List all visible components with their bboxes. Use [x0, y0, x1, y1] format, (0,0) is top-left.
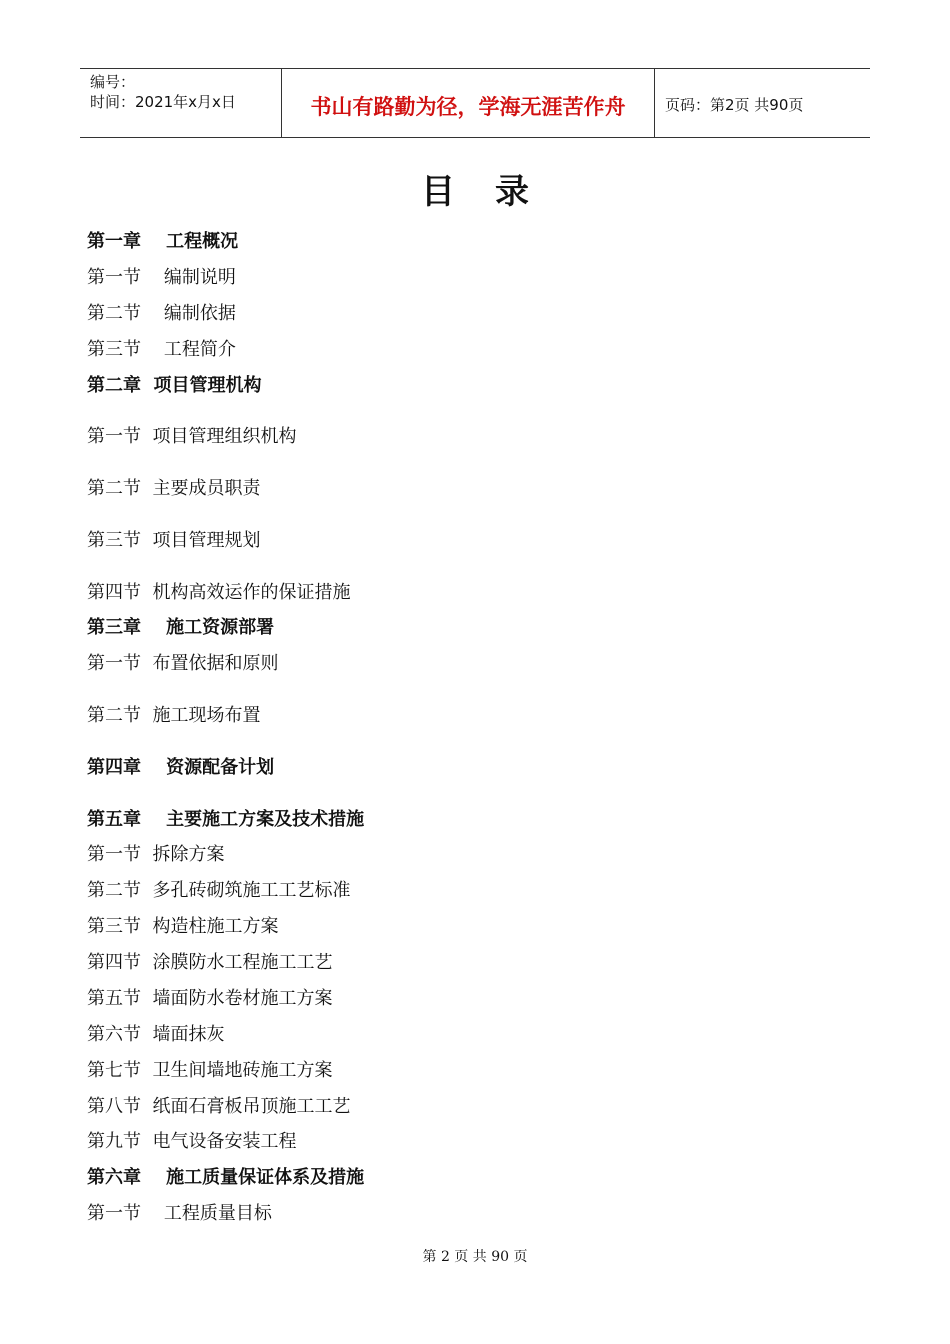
toc-chapter: 第二章 项目管理机构: [87, 375, 262, 396]
toc-section: 第一节 拆除方案: [87, 844, 225, 865]
toc-section: 第四节 机构高效运作的保证措施: [87, 582, 351, 603]
toc-section: 第三节 工程简介: [87, 339, 236, 360]
toc-chapter: 第五章 主要施工方案及技术措施: [87, 809, 365, 830]
toc-section: 第四节 涂膜防水工程施工工艺: [87, 952, 333, 973]
toc-section: 第七节 卫生间墙地砖施工方案: [87, 1060, 333, 1081]
toc-section: 第九节 电气设备安装工程: [87, 1131, 297, 1152]
toc-chapter: 第四章 资源配备计划: [87, 757, 275, 778]
header-number-label: 编号：: [90, 73, 136, 91]
toc-section: 第二节 多孔砖砌筑施工工艺标准: [87, 880, 351, 901]
header-page-cell: [655, 69, 870, 137]
toc-section: 第二节 施工现场布置: [87, 705, 261, 726]
header-motto-cell: [282, 69, 655, 137]
page-footer: 第 2 页 共 90 页: [422, 1249, 528, 1265]
toc-section: 第六节 墙面抹灰: [87, 1024, 225, 1045]
toc-chapter: 第一章 工程概况: [87, 231, 239, 252]
toc-section: 第五节 墙面防水卷材施工方案: [87, 988, 333, 1009]
toc-section: 第一节 工程质量目标: [87, 1203, 272, 1224]
toc-section: 第二节 主要成员职责: [87, 478, 261, 499]
page-title: 目录: [421, 172, 569, 212]
toc-section: 第二节 编制依据: [87, 303, 236, 324]
page-header: [80, 68, 870, 138]
toc-section: 第一节 编制说明: [87, 267, 236, 288]
header-time-label: 时间：2021年x月x日: [90, 93, 236, 111]
toc-section: 第一节 布置依据和原则: [87, 653, 279, 674]
header-motto: 书山有路勤为径，学海无涯苦作舟: [310, 95, 626, 119]
toc-section: 第三节 项目管理规划: [87, 530, 261, 551]
toc-chapter: 第三章 施工资源部署: [87, 617, 275, 638]
header-page-info: 页码：第2页 共90页: [665, 96, 804, 114]
toc-section: 第一节 项目管理组织机构: [87, 426, 297, 447]
toc-chapter: 第六章 施工质量保证体系及措施: [87, 1167, 365, 1188]
toc-section: 第八节 纸面石膏板吊顶施工工艺: [87, 1096, 351, 1117]
header-meta-cell: [80, 69, 282, 137]
toc-section: 第三节 构造柱施工方案: [87, 916, 279, 937]
